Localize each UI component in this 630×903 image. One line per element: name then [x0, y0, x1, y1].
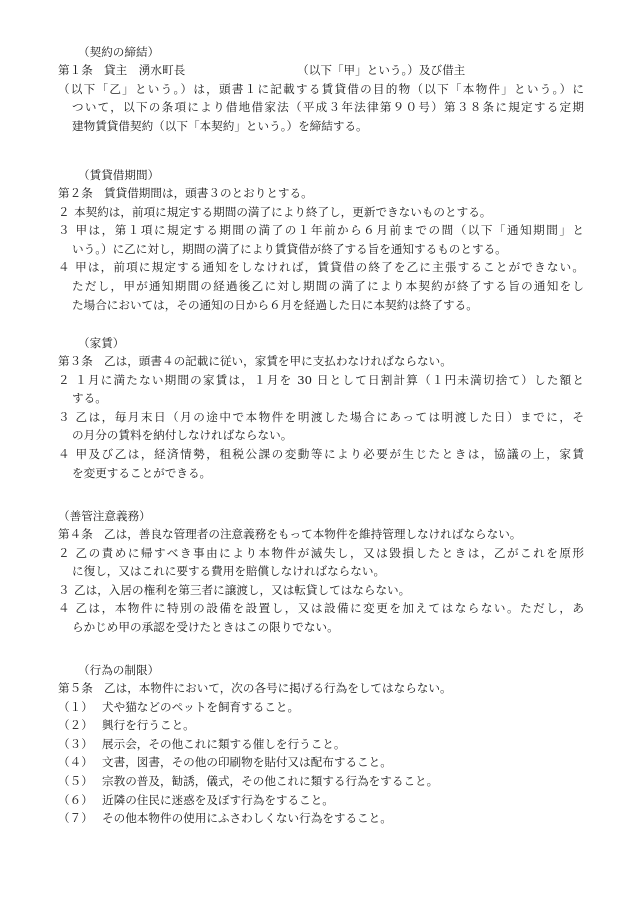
article-first-line — [58, 352, 584, 371]
list-item — [58, 698, 584, 717]
article-first-line — [58, 184, 584, 203]
body-line: らかじめ甲の承認を受けたときはこの限りでない。 — [72, 619, 339, 634]
line-text: 近隣の住民に迷惑を及ぼす行為をすること。 — [102, 792, 334, 807]
body-line: た場合においては，その通知の日から６月を経過した日に本契約は終了する。 — [72, 297, 478, 312]
paragraph-line — [58, 599, 584, 618]
line-text: 賃貸借期間は，頭書３のとおりとする。 — [104, 186, 313, 200]
line-text: 甲及び乙は，経済情勢，租税公課の変動等により必要が生じたときは，協議の上，家賃 — [74, 446, 584, 461]
article-heading: （契約の締結） — [78, 45, 160, 59]
paragraph-line — [58, 408, 584, 427]
line-text: １月に満たない期間の家賃は，１月を 30 日として日割計算（１円未満切捨て）した額と — [74, 372, 584, 387]
line-text: 甲は，第１項に規定する期間の満了の１年前から６月前までの間（以下「通知期間」と — [74, 223, 584, 238]
line-text: 犬や猫などのペットを飼育すること。 — [102, 699, 300, 714]
paragraph-number: ２ — [58, 204, 70, 219]
line-text: 乙は，善良な管理者の注意義務をもって本物件を維持管理しなければならない。 — [104, 527, 522, 541]
line-text: 乙は，本物件において，次の各号に掲げる行為をしてはならない。 — [104, 681, 452, 695]
body-line: の月分の賃料を納付しなければならない。 — [72, 428, 293, 443]
line-text: 甲は，前項に規定する通知をしなければ，賃貸借の終了を乙に主張することができない。 — [74, 260, 584, 275]
article-first-line — [58, 525, 584, 544]
body-line: ついて，以下の条項により借地借家法（平成３年法律第９０号）第３８条に規定する定期 — [72, 100, 584, 115]
paragraph-number: ３ — [58, 409, 70, 424]
paragraph-line — [58, 371, 584, 390]
line-text: 乙は，入居の権利を第三者に譲渡し，又は転貸してはならない。 — [74, 582, 411, 597]
body-line: （以下「乙」という。）は，頭書１に記載する賃貸借の目的物（以下「本物件」という。）に — [58, 81, 584, 96]
body-line: いう。）に乙に対し，期間の満了により賃貸借が終了する旨を通知するものとする。 — [72, 241, 507, 256]
body-line: を変更することができる。 — [72, 465, 212, 480]
item-number: （１） — [58, 699, 93, 714]
line-text: 本契約は，前項に規定する期間の満了により終了し，更新できないものとする。 — [74, 204, 492, 219]
item-number: （５） — [58, 773, 93, 788]
body-line: する。 — [72, 391, 107, 406]
line-text: 興行を行うこと。 — [102, 718, 195, 733]
line-text: 乙は，頭書４の記載に従い，家賃を甲に支払わなければならない。 — [104, 354, 452, 368]
article-heading: （行為の制限） — [78, 663, 160, 677]
article-number: 第５条 — [58, 681, 93, 695]
article-first-line — [58, 679, 584, 698]
article-number: 第２条 — [58, 186, 93, 200]
article-number: 第１条 — [58, 63, 93, 77]
item-number: （７） — [58, 811, 93, 826]
article-1 — [58, 44, 584, 135]
paragraph-number: ２ — [58, 545, 70, 560]
list-item — [58, 735, 584, 754]
line-text: 貸主 湧水町長 — [104, 63, 186, 77]
article-5 — [58, 662, 584, 828]
list-item — [58, 753, 584, 772]
line-text: その他本物件の使用にふさわしくない行為をすること。 — [102, 811, 392, 826]
line-text: 乙は，本物件に特別の設備を設置し，又は設備に変更を加えてはならない。ただし，あ — [74, 601, 584, 616]
article-heading: （賃貸借期間） — [78, 168, 160, 182]
paragraph-line — [58, 544, 584, 563]
article-first-line — [58, 61, 584, 80]
article-heading: （家賃） — [78, 336, 125, 350]
paragraph-line — [58, 445, 584, 464]
list-item — [58, 809, 584, 828]
paragraph-number: ４ — [58, 601, 70, 616]
article-4 — [58, 508, 584, 637]
item-number: （６） — [58, 792, 93, 807]
line-text: 展示会，その他これに類する催しを行うこと。 — [102, 736, 346, 751]
item-number: （２） — [58, 718, 93, 733]
line-text: 文書，図書，その他の印刷物を貼付又は配布すること。 — [102, 755, 392, 770]
line-text: 乙の責めに帰すべき事由により本物件が滅失し，又は毀損したときは，乙がこれを原形 — [74, 545, 584, 560]
paragraph-number: ２ — [58, 372, 70, 387]
list-item — [58, 716, 584, 735]
paragraph-number: ４ — [58, 260, 70, 275]
list-item — [58, 791, 584, 810]
paragraph-line — [58, 221, 584, 240]
item-number: （４） — [58, 755, 93, 770]
paragraph-number: ３ — [58, 582, 70, 597]
article-3 — [58, 335, 584, 482]
article-heading: （善管注意義務） — [58, 509, 151, 523]
body-line: ただし，甲が通知期間の経過後乙に対し期間の満了により本契約が終了する旨の通知をし — [72, 278, 584, 293]
list-item — [58, 772, 584, 791]
paragraph-line — [58, 258, 584, 277]
line-text: 乙は，毎月末日（月の途中で本物件を明渡した場合にあっては明渡した日）までに，そ — [74, 409, 584, 424]
article-number: 第４条 — [58, 527, 93, 541]
body-line: 建物賃貸借契約（以下「本契約」という。）を締結する。 — [72, 118, 368, 133]
body-line: に復し，又はこれに要する費用を賠償しなければならない。 — [72, 564, 386, 579]
line-text-continued: （以下「甲」という。）及び借主 — [297, 63, 466, 77]
article-number: 第３条 — [58, 354, 93, 368]
paragraph-number: ３ — [58, 223, 70, 238]
paragraph-line — [58, 581, 584, 600]
paragraph-line — [58, 203, 584, 222]
article-2 — [58, 167, 584, 314]
line-text: 宗教の普及，勧誘，儀式，その他これに類する行為をすること。 — [102, 773, 439, 788]
paragraph-number: ４ — [58, 446, 70, 461]
item-number: （３） — [58, 736, 93, 751]
